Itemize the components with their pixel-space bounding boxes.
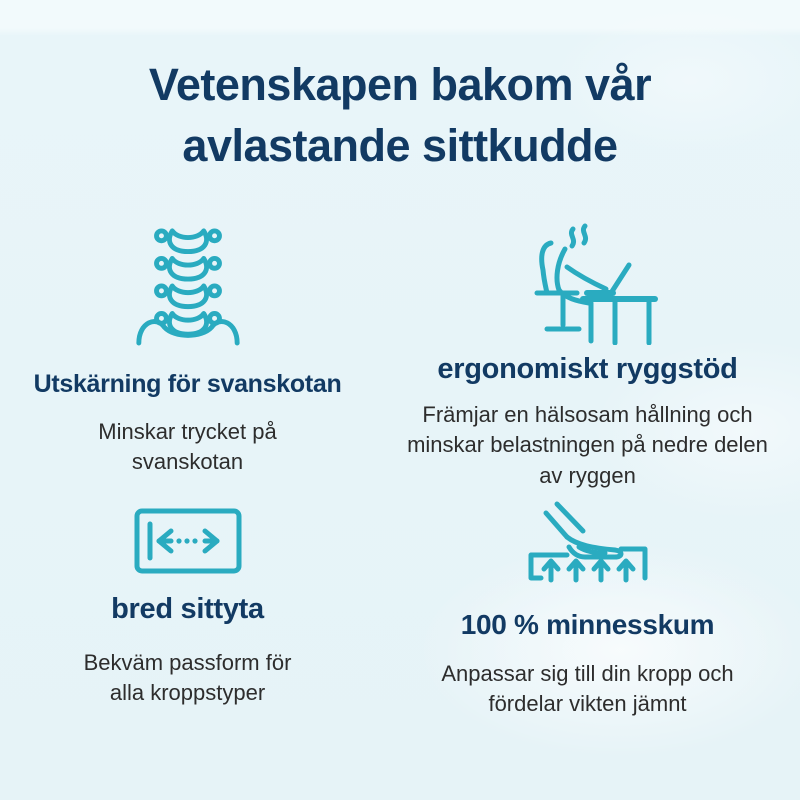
feature-wide-seat	[0, 501, 375, 720]
feature-memory-foam	[375, 501, 800, 720]
feature-tailbone-cutout	[0, 220, 375, 491]
feature-body: Anpassar sig till din kropp och fördelar vikten jämnt	[441, 661, 734, 717]
feature-grid	[0, 220, 800, 720]
feature-heading: bred sittyta	[111, 593, 264, 626]
memory-foam-icon	[521, 501, 655, 583]
spine-icon	[129, 220, 247, 348]
width-arrows-icon	[133, 507, 243, 575]
page-title-line1: Vetenskapen bakom vår	[148, 59, 652, 110]
feature-ergonomic-backrest	[375, 220, 800, 491]
page-title	[0, 0, 800, 176]
person-at-desk-icon	[513, 223, 663, 345]
page-title-line2: avlastande sittkudde	[182, 120, 618, 171]
feature-heading: ergonomiskt ryggstöd	[437, 353, 738, 385]
feature-heading: Utskärning för svanskotan	[33, 370, 342, 398]
feature-body: Bekväm passform för alla kroppstyper	[83, 650, 292, 706]
feature-body: Främjar en hälsosam hållning och minskar belastningen på nedre delen av ryggen	[407, 402, 768, 488]
feature-body: Minskar trycket på svanskotan	[98, 419, 277, 475]
feature-heading: 100 % minnesskum	[460, 609, 715, 641]
